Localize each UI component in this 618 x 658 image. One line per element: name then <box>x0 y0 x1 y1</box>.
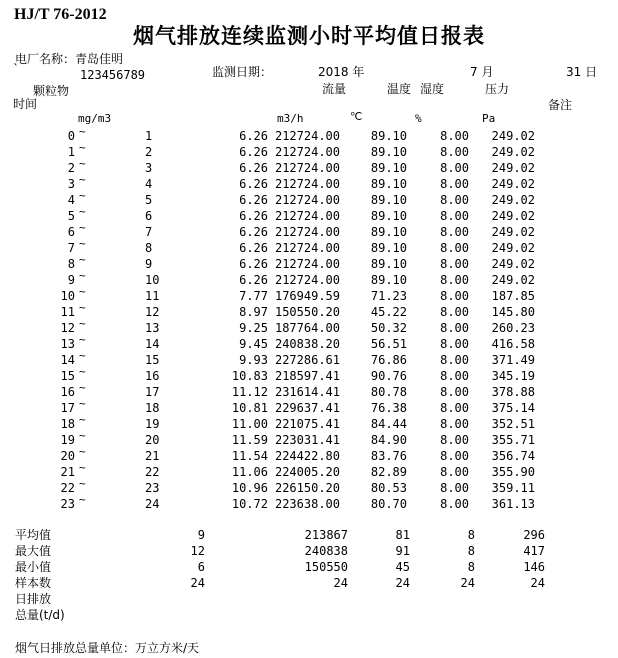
hour-end: 7 <box>145 225 153 239</box>
cell-flow: 229637.41 <box>274 401 340 415</box>
col-header-dust: 颗粒物 <box>33 84 70 98</box>
cell-dust: 9.93 <box>239 353 268 367</box>
table-row <box>0 157 618 176</box>
cell-humidity: 8.00 <box>440 289 469 303</box>
cell-dust: 6.26 <box>239 129 268 143</box>
range-tilde: ~ <box>79 365 86 378</box>
cell-flow: 150550 <box>304 560 348 574</box>
summary-label: 总量(t/d) <box>15 608 65 622</box>
table-row <box>0 141 618 160</box>
cell-flow: 212724.00 <box>274 161 340 175</box>
cell-humidity: 8.00 <box>440 401 469 415</box>
cell-flow: 224422.80 <box>274 449 340 463</box>
cell-temp: 81 <box>395 528 410 542</box>
range-tilde: ~ <box>79 493 86 506</box>
cell-humidity: 8.00 <box>440 337 469 351</box>
cell-flow: 224005.20 <box>274 465 340 479</box>
hour-end: 11 <box>145 289 160 303</box>
range-tilde: ~ <box>79 317 86 330</box>
table-row <box>0 125 618 144</box>
cell-humidity: 8.00 <box>440 145 469 159</box>
range-tilde: ~ <box>79 397 86 410</box>
cell-dust: 10.81 <box>231 401 268 415</box>
cell-dust: 11.06 <box>231 465 268 479</box>
range-tilde: ~ <box>79 301 86 314</box>
cell-pressure: 249.02 <box>491 241 535 255</box>
cell-humidity: 8.00 <box>440 177 469 191</box>
cell-flow: 223031.41 <box>274 433 340 447</box>
summary-label: 日排放 <box>15 592 52 606</box>
cell-temp: 89.10 <box>370 145 407 159</box>
page-title: 烟气排放连续监测小时平均值日报表 <box>133 24 485 48</box>
cell-pressure: 249.02 <box>491 145 535 159</box>
cell-pressure: 249.02 <box>491 129 535 143</box>
date-label: 监测日期： <box>212 65 273 79</box>
col-header-temp: 温度 <box>387 82 412 96</box>
cell-humidity: 8.00 <box>440 481 469 495</box>
cell-pressure: 249.02 <box>491 209 535 223</box>
date-day: 31 日 <box>566 65 598 79</box>
cell-dust: 11.59 <box>231 433 268 447</box>
table-row <box>0 445 618 464</box>
cell-flow: 24 <box>333 576 348 590</box>
cell-dust: 11.00 <box>231 417 268 431</box>
cell-humidity: 8.00 <box>440 369 469 383</box>
cell-temp: 90.76 <box>370 369 407 383</box>
table-row <box>0 429 618 448</box>
cell-temp: 45 <box>395 560 410 574</box>
table-row <box>0 173 618 192</box>
cell-flow: 221075.41 <box>274 417 340 431</box>
hour-start: 2 <box>67 161 75 175</box>
cell-flow: 212724.00 <box>274 177 340 191</box>
cell-flow: 212724.00 <box>274 241 340 255</box>
cell-dust: 6 <box>197 560 205 574</box>
col-header-flow: 流量 <box>322 82 347 96</box>
table-row <box>0 397 618 416</box>
summary-label: 样本数 <box>15 576 52 590</box>
hour-start: 16 <box>60 385 75 399</box>
hour-start: 13 <box>60 337 75 351</box>
cell-pressure: 352.51 <box>491 417 535 431</box>
cell-humidity: 8.00 <box>440 321 469 335</box>
cell-flow: 212724.00 <box>274 225 340 239</box>
cell-pressure: 355.71 <box>491 433 535 447</box>
cell-pressure: 416.58 <box>491 337 535 351</box>
cell-pressure: 417 <box>523 544 545 558</box>
range-tilde: ~ <box>79 157 86 170</box>
cell-dust: 11.12 <box>231 385 268 399</box>
table-row <box>0 221 618 240</box>
cell-flow: 226150.20 <box>274 481 340 495</box>
hour-start: 23 <box>60 497 75 511</box>
cell-flow: 240838.20 <box>274 337 340 351</box>
cell-humidity: 8.00 <box>440 241 469 255</box>
summary-label: 最大值 <box>15 544 52 558</box>
cell-dust: 6.26 <box>239 241 268 255</box>
range-tilde: ~ <box>79 429 86 442</box>
cell-pressure: 345.19 <box>491 369 535 383</box>
hour-end: 9 <box>145 257 153 271</box>
hour-end: 4 <box>145 177 153 191</box>
hour-start: 10 <box>60 289 75 303</box>
cell-dust: 8.97 <box>239 305 268 319</box>
cell-pressure: 356.74 <box>491 449 535 463</box>
cell-dust: 10.72 <box>231 497 268 511</box>
hour-end: 17 <box>145 385 160 399</box>
cell-dust: 6.26 <box>239 145 268 159</box>
range-tilde: ~ <box>79 477 86 490</box>
hour-start: 1 <box>67 145 75 159</box>
cell-flow: 212724.00 <box>274 145 340 159</box>
range-tilde: ~ <box>79 221 86 234</box>
cell-humidity: 8.00 <box>440 193 469 207</box>
table-row <box>0 317 618 336</box>
range-tilde: ~ <box>79 205 86 218</box>
cell-pressure: 375.14 <box>491 401 535 415</box>
unit-flow: m3/h <box>277 112 304 125</box>
cell-flow: 212724.00 <box>274 129 340 143</box>
summary-row <box>0 607 618 623</box>
cell-humidity: 8.00 <box>440 161 469 175</box>
cell-temp: 82.89 <box>370 465 407 479</box>
range-tilde: ~ <box>79 269 86 282</box>
footer-note: 烟气日排放总量单位：万立方米/天 <box>15 641 200 655</box>
hour-end: 19 <box>145 417 160 431</box>
hour-end: 2 <box>145 145 153 159</box>
cell-pressure: 146 <box>523 560 545 574</box>
cell-flow: 227286.61 <box>274 353 340 367</box>
cell-pressure: 24 <box>530 576 545 590</box>
summary-row <box>0 575 618 591</box>
standard-code: HJ/T 76-2012 <box>14 6 107 23</box>
cell-pressure: 355.90 <box>491 465 535 479</box>
hour-end: 23 <box>145 481 160 495</box>
table-row <box>0 381 618 400</box>
cell-humidity: 8.00 <box>440 209 469 223</box>
cell-temp: 50.32 <box>370 321 407 335</box>
cell-dust: 10.96 <box>231 481 268 495</box>
col-header-remark: 备注 <box>548 98 573 112</box>
cell-pressure: 359.11 <box>491 481 535 495</box>
cell-dust: 7.77 <box>239 289 268 303</box>
cell-flow: 212724.00 <box>274 209 340 223</box>
unit-pressure: Pa <box>482 112 496 125</box>
hour-end: 14 <box>145 337 160 351</box>
hour-start: 0 <box>67 129 75 143</box>
cell-pressure: 145.80 <box>491 305 535 319</box>
cell-humidity: 8 <box>467 528 475 542</box>
hour-end: 20 <box>145 433 160 447</box>
hour-end: 18 <box>145 401 160 415</box>
summary-row <box>0 543 618 559</box>
cell-pressure: 249.02 <box>491 225 535 239</box>
cell-humidity: 8 <box>467 560 475 574</box>
hour-start: 19 <box>60 433 75 447</box>
hour-start: 4 <box>67 193 75 207</box>
table-row <box>0 285 618 304</box>
hour-start: 9 <box>67 273 75 287</box>
summary-row <box>0 559 618 575</box>
cell-humidity: 8.00 <box>440 129 469 143</box>
hour-end: 1 <box>145 129 153 143</box>
hour-end: 13 <box>145 321 160 335</box>
hour-start: 21 <box>60 465 75 479</box>
hour-end: 21 <box>145 449 160 463</box>
hour-end: 24 <box>145 497 160 511</box>
plant-code: 123456789 <box>80 68 146 82</box>
range-tilde: ~ <box>79 445 86 458</box>
cell-flow: 223638.00 <box>274 497 340 511</box>
col-header-time: 时间 <box>13 97 38 111</box>
hour-start: 3 <box>67 177 75 191</box>
cell-temp: 80.78 <box>370 385 407 399</box>
cell-flow: 213867 <box>304 528 348 542</box>
table-row <box>0 349 618 368</box>
table-row <box>0 493 618 512</box>
hour-start: 8 <box>67 257 75 271</box>
cell-temp: 89.10 <box>370 225 407 239</box>
cell-dust: 10.83 <box>231 369 268 383</box>
cell-dust: 11.54 <box>231 449 268 463</box>
cell-temp: 84.44 <box>370 417 407 431</box>
cell-humidity: 8.00 <box>440 305 469 319</box>
hour-end: 3 <box>145 161 153 175</box>
cell-temp: 89.10 <box>370 193 407 207</box>
cell-pressure: 361.13 <box>491 497 535 511</box>
range-tilde: ~ <box>79 189 86 202</box>
cell-humidity: 8.00 <box>440 385 469 399</box>
cell-pressure: 249.02 <box>491 273 535 287</box>
table-row <box>0 365 618 384</box>
table-row <box>0 333 618 352</box>
cell-temp: 76.86 <box>370 353 407 367</box>
hour-end: 6 <box>145 209 153 223</box>
cell-dust: 12 <box>190 544 205 558</box>
cell-pressure: 260.23 <box>491 321 535 335</box>
summary-row <box>0 527 618 543</box>
cell-humidity: 8.00 <box>440 465 469 479</box>
cell-pressure: 249.02 <box>491 177 535 191</box>
hour-start: 11 <box>60 305 75 319</box>
hour-end: 15 <box>145 353 160 367</box>
hour-start: 20 <box>60 449 75 463</box>
cell-pressure: 187.85 <box>491 289 535 303</box>
cell-dust: 6.26 <box>239 177 268 191</box>
cell-dust: 6.26 <box>239 209 268 223</box>
cell-pressure: 371.49 <box>491 353 535 367</box>
table-row <box>0 461 618 480</box>
summary-label: 最小值 <box>15 560 52 574</box>
range-tilde: ~ <box>79 413 86 426</box>
cell-temp: 89.10 <box>370 177 407 191</box>
cell-flow: 187764.00 <box>274 321 340 335</box>
hour-start: 5 <box>67 209 75 223</box>
cell-temp: 89.10 <box>370 273 407 287</box>
cell-humidity: 8.00 <box>440 417 469 431</box>
cell-dust: 6.26 <box>239 161 268 175</box>
unit-dust: mg/m3 <box>78 112 112 125</box>
table-row <box>0 237 618 256</box>
date-month: 7 月 <box>470 65 494 79</box>
cell-flow: 212724.00 <box>274 193 340 207</box>
hour-end: 5 <box>145 193 153 207</box>
cell-temp: 80.70 <box>370 497 407 511</box>
cell-dust: 24 <box>190 576 205 590</box>
table-row <box>0 189 618 208</box>
range-tilde: ~ <box>79 253 86 266</box>
cell-dust: 6.26 <box>239 193 268 207</box>
cell-flow: 218597.41 <box>274 369 340 383</box>
cell-flow: 231614.41 <box>274 385 340 399</box>
cell-flow: 176949.59 <box>274 289 340 303</box>
cell-temp: 56.51 <box>370 337 407 351</box>
summary-label: 平均值 <box>15 528 52 542</box>
cell-pressure: 296 <box>523 528 545 542</box>
hour-start: 7 <box>67 241 75 255</box>
date-year: 2018 年 <box>318 65 365 79</box>
hour-start: 15 <box>60 369 75 383</box>
range-tilde: ~ <box>79 333 86 346</box>
cell-humidity: 24 <box>460 576 475 590</box>
cell-temp: 91 <box>395 544 410 558</box>
cell-temp: 89.10 <box>370 257 407 271</box>
hour-start: 18 <box>60 417 75 431</box>
cell-dust: 9.45 <box>239 337 268 351</box>
cell-flow: 240838 <box>304 544 348 558</box>
plant-name: 电厂名称：青岛佳明 <box>15 52 124 66</box>
hour-start: 12 <box>60 321 75 335</box>
table-row <box>0 269 618 288</box>
table-row <box>0 301 618 320</box>
cell-dust: 9.25 <box>239 321 268 335</box>
cell-temp: 84.90 <box>370 433 407 447</box>
cell-dust: 6.26 <box>239 273 268 287</box>
cell-dust: 6.26 <box>239 225 268 239</box>
cell-humidity: 8.00 <box>440 257 469 271</box>
cell-pressure: 378.88 <box>491 385 535 399</box>
table-row <box>0 253 618 272</box>
range-tilde: ~ <box>79 461 86 474</box>
cell-humidity: 8.00 <box>440 225 469 239</box>
cell-temp: 71.23 <box>370 289 407 303</box>
cell-temp: 89.10 <box>370 209 407 223</box>
range-tilde: ~ <box>79 381 86 394</box>
hour-start: 6 <box>67 225 75 239</box>
cell-humidity: 8.00 <box>440 433 469 447</box>
hour-end: 10 <box>145 273 160 287</box>
range-tilde: ~ <box>79 141 86 154</box>
range-tilde: ~ <box>79 285 86 298</box>
cell-flow: 212724.00 <box>274 257 340 271</box>
cell-temp: 89.10 <box>370 241 407 255</box>
range-tilde: ~ <box>79 125 86 138</box>
unit-humidity: % <box>415 112 422 125</box>
hour-start: 22 <box>60 481 75 495</box>
hour-end: 8 <box>145 241 153 255</box>
hour-start: 17 <box>60 401 75 415</box>
cell-humidity: 8.00 <box>440 353 469 367</box>
table-row <box>0 413 618 432</box>
col-header-humidity: 湿度 <box>420 82 445 96</box>
cell-pressure: 249.02 <box>491 257 535 271</box>
cell-temp: 89.10 <box>370 129 407 143</box>
cell-pressure: 249.02 <box>491 161 535 175</box>
cell-humidity: 8.00 <box>440 273 469 287</box>
cell-temp: 24 <box>395 576 410 590</box>
cell-dust: 6.26 <box>239 257 268 271</box>
hour-start: 14 <box>60 353 75 367</box>
summary-row <box>0 591 618 607</box>
table-row <box>0 477 618 496</box>
hour-end: 22 <box>145 465 160 479</box>
cell-temp: 80.53 <box>370 481 407 495</box>
cell-temp: 45.22 <box>370 305 407 319</box>
cell-humidity: 8 <box>467 544 475 558</box>
cell-flow: 212724.00 <box>274 273 340 287</box>
cell-flow: 150550.20 <box>274 305 340 319</box>
range-tilde: ~ <box>79 349 86 362</box>
plant-mark: ` <box>13 62 19 76</box>
cell-pressure: 249.02 <box>491 193 535 207</box>
table-row <box>0 205 618 224</box>
cell-humidity: 8.00 <box>440 449 469 463</box>
range-tilde: ~ <box>79 173 86 186</box>
col-header-pressure: 压力 <box>485 82 510 96</box>
cell-dust: 9 <box>197 528 205 542</box>
cell-humidity: 8.00 <box>440 497 469 511</box>
cell-temp: 76.38 <box>370 401 407 415</box>
cell-temp: 83.76 <box>370 449 407 463</box>
range-tilde: ~ <box>79 237 86 250</box>
hour-end: 16 <box>145 369 160 383</box>
hour-end: 12 <box>145 305 160 319</box>
unit-temp: ℃ <box>350 110 363 123</box>
cell-temp: 89.10 <box>370 161 407 175</box>
